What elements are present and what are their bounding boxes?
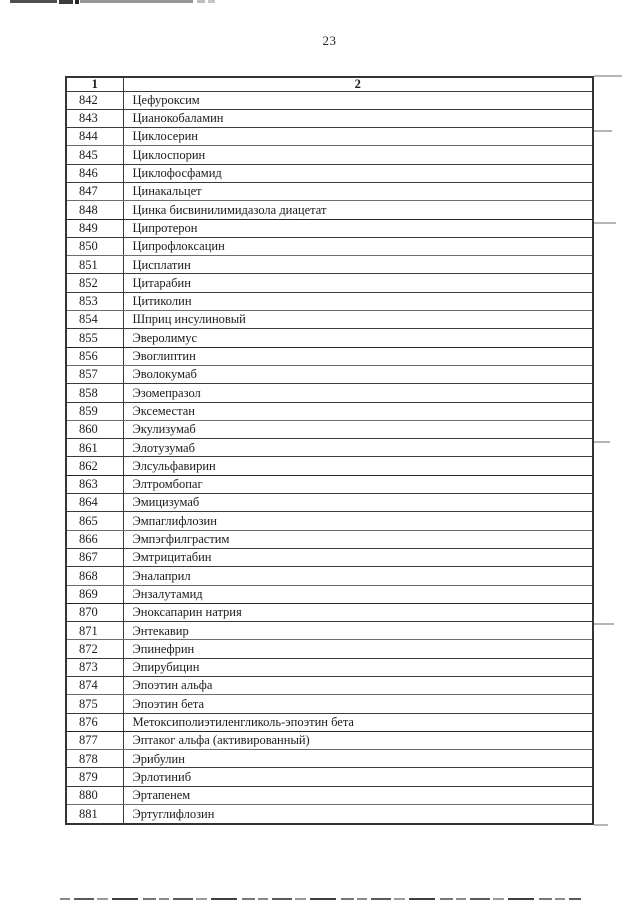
row-name: Эмицизумаб: [123, 494, 593, 512]
row-name: Эпоэтин альфа: [123, 677, 593, 695]
row-number: 843: [66, 109, 123, 127]
table-row: [66, 640, 593, 658]
page-number: 23: [322, 33, 337, 48]
scan-smear: [594, 130, 612, 132]
row-name: Циклосерин: [123, 128, 593, 146]
row-number: 863: [66, 475, 123, 493]
row-name: Эрибулин: [123, 750, 593, 768]
row-name: Цисплатин: [123, 256, 593, 274]
table-row: [66, 475, 593, 493]
table-body: [66, 91, 593, 824]
scan-artifact-top: [75, 0, 79, 4]
table-row: [66, 128, 593, 146]
row-number: 857: [66, 365, 123, 383]
scan-smear: [594, 441, 610, 443]
row-name: Шприц инсулиновый: [123, 311, 593, 329]
table-row: [66, 91, 593, 109]
column-header-1: 1: [66, 77, 123, 91]
table-row: [66, 439, 593, 457]
table-row: [66, 548, 593, 566]
row-name: Эвоглиптин: [123, 347, 593, 365]
table-row: [66, 786, 593, 804]
table-row: [66, 311, 593, 329]
table-row: [66, 237, 593, 255]
scan-artifact-top: [197, 0, 205, 3]
row-name: Цитарабин: [123, 274, 593, 292]
table-row: [66, 750, 593, 768]
table-row: [66, 530, 593, 548]
row-name: Эпоэтин бета: [123, 695, 593, 713]
table-row: [66, 292, 593, 310]
row-number: 868: [66, 567, 123, 585]
row-number: 881: [66, 805, 123, 824]
row-number: 871: [66, 622, 123, 640]
row-name: Экулизумаб: [123, 420, 593, 438]
row-name: Эноксапарин натрия: [123, 603, 593, 621]
table-row: [66, 713, 593, 731]
row-name: Элсульфавирин: [123, 457, 593, 475]
row-name: Цианокобаламин: [123, 109, 593, 127]
row-number: 869: [66, 585, 123, 603]
row-number: 878: [66, 750, 123, 768]
table-row: [66, 347, 593, 365]
row-name: Эмпаглифлозин: [123, 512, 593, 530]
table-row: [66, 146, 593, 164]
row-number: 862: [66, 457, 123, 475]
row-number: 876: [66, 713, 123, 731]
row-name: Циклофосфамид: [123, 164, 593, 182]
table-row: [66, 622, 593, 640]
row-name: Эксеместан: [123, 402, 593, 420]
row-number: 865: [66, 512, 123, 530]
table-row: [66, 512, 593, 530]
row-name: Элтромбопаг: [123, 475, 593, 493]
scan-smear: [594, 75, 622, 77]
table-row: [66, 695, 593, 713]
row-number: 873: [66, 658, 123, 676]
table-row: [66, 164, 593, 182]
row-name: Элотузумаб: [123, 439, 593, 457]
row-name: Энтекавир: [123, 622, 593, 640]
row-name: Метоксиполиэтиленгликоль-эпоэтин бета: [123, 713, 593, 731]
table-row: [66, 402, 593, 420]
table-row: [66, 658, 593, 676]
row-number: 849: [66, 219, 123, 237]
row-number: 874: [66, 677, 123, 695]
table-row: [66, 603, 593, 621]
row-name: Эмтрицитабин: [123, 548, 593, 566]
scan-smear: [594, 623, 614, 625]
row-number: 864: [66, 494, 123, 512]
row-number: 870: [66, 603, 123, 621]
table-row: [66, 585, 593, 603]
row-number: 875: [66, 695, 123, 713]
row-number: 851: [66, 256, 123, 274]
row-number: 858: [66, 384, 123, 402]
row-name: Эзомепразол: [123, 384, 593, 402]
row-number: 879: [66, 768, 123, 786]
row-number: 854: [66, 311, 123, 329]
row-number: 848: [66, 201, 123, 219]
row-number: 846: [66, 164, 123, 182]
row-name: Цинка бисвинилимидазола диацетат: [123, 201, 593, 219]
row-number: 872: [66, 640, 123, 658]
table-row: [66, 494, 593, 512]
table-row: [66, 256, 593, 274]
table-row: [66, 365, 593, 383]
row-number: 853: [66, 292, 123, 310]
row-name: Эртуглифлозин: [123, 805, 593, 824]
scan-smear: [594, 222, 616, 224]
table-row: [66, 182, 593, 200]
row-number: 842: [66, 91, 123, 109]
scan-artifact-top: [10, 0, 57, 3]
row-number: 859: [66, 402, 123, 420]
table-row: [66, 677, 593, 695]
row-name: Эверолимус: [123, 329, 593, 347]
row-number: 877: [66, 731, 123, 749]
row-number: 847: [66, 182, 123, 200]
row-number: 845: [66, 146, 123, 164]
row-name: Цинакальцет: [123, 182, 593, 200]
table-row: [66, 384, 593, 402]
row-number: 844: [66, 128, 123, 146]
table-row: [66, 274, 593, 292]
row-name: Эптаког альфа (активированный): [123, 731, 593, 749]
table-header-row: [66, 77, 593, 91]
row-number: 860: [66, 420, 123, 438]
row-number: 861: [66, 439, 123, 457]
table-row: [66, 329, 593, 347]
row-number: 856: [66, 347, 123, 365]
row-number: 850: [66, 237, 123, 255]
table-row: [66, 201, 593, 219]
table-row: [66, 109, 593, 127]
row-name: Эртапенем: [123, 786, 593, 804]
row-number: 867: [66, 548, 123, 566]
row-name: Эналаприл: [123, 567, 593, 585]
row-name: Энзалутамид: [123, 585, 593, 603]
row-name: Цефуроксим: [123, 91, 593, 109]
row-name: Эпинефрин: [123, 640, 593, 658]
scan-smear: [594, 824, 608, 826]
row-number: 855: [66, 329, 123, 347]
table-row: [66, 768, 593, 786]
table-row: [66, 457, 593, 475]
row-number: 880: [66, 786, 123, 804]
scan-artifact-top: [59, 0, 73, 4]
table-row: [66, 420, 593, 438]
row-name: Цитиколин: [123, 292, 593, 310]
scan-artifact-bottom: [60, 898, 581, 900]
row-name: Ципротерон: [123, 219, 593, 237]
row-name: Эпирубицин: [123, 658, 593, 676]
row-name: Эволокумаб: [123, 365, 593, 383]
row-number: 866: [66, 530, 123, 548]
scan-artifact-top: [80, 0, 193, 3]
table-row: [66, 567, 593, 585]
table-row: [66, 805, 593, 824]
scan-artifact-top: [208, 0, 215, 3]
table-row: [66, 731, 593, 749]
row-number: 852: [66, 274, 123, 292]
row-name: Ципрофлоксацин: [123, 237, 593, 255]
row-name: Эрлотиниб: [123, 768, 593, 786]
drug-list-table: [65, 76, 594, 825]
row-name: Эмпэгфилграстим: [123, 530, 593, 548]
row-name: Циклоспорин: [123, 146, 593, 164]
column-header-2: 2: [123, 77, 593, 91]
table-row: [66, 219, 593, 237]
